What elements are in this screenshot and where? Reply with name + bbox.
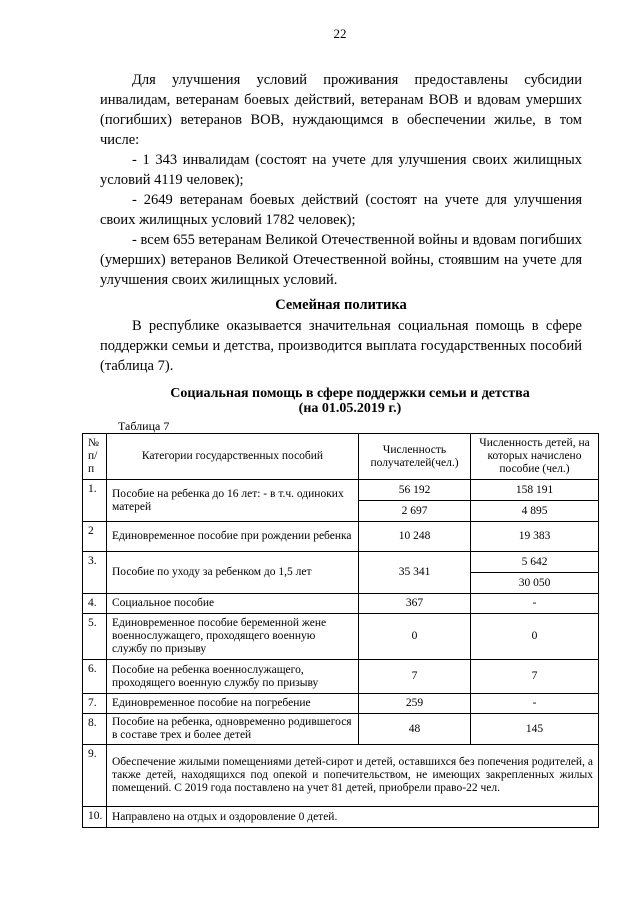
- table-title-line: Социальная помощь в сфере поддержки семьи и детства: [170, 386, 530, 401]
- row-number: 6.: [83, 660, 107, 694]
- row-recipients: 367: [359, 594, 471, 614]
- table-row: [83, 594, 599, 614]
- table-row: [83, 552, 599, 573]
- section-text: [100, 316, 582, 376]
- row-category: Пособие на ребенка военнослужащего, проходящего военную службу по призыву: [107, 660, 359, 694]
- row-children: 158 191: [471, 480, 599, 501]
- row-children: 145: [471, 714, 599, 745]
- row-number: 3.: [83, 552, 107, 594]
- row-number: 2: [83, 522, 107, 552]
- header-recipients: Численность получателей(чел.): [359, 434, 471, 480]
- row-number: 7.: [83, 694, 107, 714]
- row-category: Единовременное пособие при рождении ребенка: [107, 522, 359, 552]
- row-recipients: 2 697: [359, 501, 471, 522]
- row-recipients: 56 192: [359, 480, 471, 501]
- table-row: [83, 480, 599, 501]
- header-category: Категории государственных пособий: [107, 434, 359, 480]
- intro-bullet: - 2649 ветеранам боевых действий (состоят на учете для улучшения своих жилищных условий 1782 человек);: [100, 192, 582, 228]
- row-children: 19 383: [471, 522, 599, 552]
- row-children: 5 642: [471, 552, 599, 573]
- row-recipients: 7: [359, 660, 471, 694]
- intro-bullet: - 1 343 инвалидам (состоят на учете для улучшения своих жилищных условий 4119 человек);: [100, 152, 582, 188]
- table-row: [83, 694, 599, 714]
- section-paragraph: В республике оказывается значительная социальная помощь в сфере поддержки семьи и детства, производится выплата государственных пособий (таблица 7).: [100, 318, 582, 374]
- row-children: -: [471, 594, 599, 614]
- row-children: 7: [471, 660, 599, 694]
- row-number: 10.: [83, 807, 107, 828]
- row-recipients: 35 341: [359, 552, 471, 594]
- row-recipients: 259: [359, 694, 471, 714]
- table-row: [83, 522, 599, 552]
- row-category: Социальное пособие: [107, 594, 359, 614]
- intro-text: [100, 70, 582, 290]
- intro-paragraph: Для улучшения условий проживания предоставлены субсидии инвалидам, ветеранам боевых действий, ветеранам ВОВ и вдовам умерших (погибших) ветеранов ВОВ, нуждающимся в обеспечении жилье, в том числе:: [100, 72, 582, 148]
- table-row: [83, 745, 599, 807]
- table-label: Таблица 7: [118, 419, 170, 433]
- table-row: [83, 614, 599, 660]
- header-number: № п/п: [83, 434, 107, 480]
- row-children: -: [471, 694, 599, 714]
- table-row: [83, 807, 599, 828]
- table-row: [83, 714, 599, 745]
- section-heading: Семейная политика: [275, 297, 407, 313]
- row-recipients: 0: [359, 614, 471, 660]
- row-category: Направлено на отдых и оздоровление 0 детей.: [107, 807, 599, 828]
- table-row: [83, 660, 599, 694]
- row-children: 0: [471, 614, 599, 660]
- row-children: 4 895: [471, 501, 599, 522]
- row-category: Единовременное пособие на погребение: [107, 694, 359, 714]
- row-number: 1.: [83, 480, 107, 522]
- row-category: Единовременное пособие беременной жене военнослужащего, проходящего военную службу по призыву: [107, 614, 359, 660]
- row-recipients: 48: [359, 714, 471, 745]
- header-children: Численность детей, на которых начислено пособие (чел.): [471, 434, 599, 480]
- row-recipients: 10 248: [359, 522, 471, 552]
- row-number: 4.: [83, 594, 107, 614]
- row-category: Обеспечение жилыми помещениями детей-сирот и детей, оставшихся без попечения родителей, а также детей, находящихся под опекой и попечительством, не имеющих закрепленных жилых помещений. С 2019 года поставлено на учет 81 детей, приобрели право-22 чел.: [107, 745, 599, 807]
- table-title: [100, 386, 600, 416]
- document-page: [0, 26, 640, 828]
- row-number: 8.: [83, 714, 107, 745]
- row-category: Пособие на ребенка, одновременно родившегося в составе трех и более детей: [107, 714, 359, 745]
- intro-bullet: - всем 655 ветеранам Великой Отечественной войны и вдовам погибших (умерших) ветеранов Великой Отечественной войны, стоявшим на учете для улучшения своих жилищных условий.: [100, 232, 582, 288]
- page-number: 22: [333, 26, 347, 41]
- row-category: Пособие на ребенка до 16 лет: - в т.ч. одиноких матерей: [107, 480, 359, 522]
- row-number: 9.: [83, 745, 107, 807]
- row-category: Пособие по уходу за ребенком до 1,5 лет: [107, 552, 359, 594]
- table-header-row: [83, 434, 599, 480]
- table-title-date: (на 01.05.2019 г.): [298, 401, 402, 416]
- benefits-table: [82, 433, 599, 828]
- row-number: 5.: [83, 614, 107, 660]
- row-children: 30 050: [471, 573, 599, 594]
